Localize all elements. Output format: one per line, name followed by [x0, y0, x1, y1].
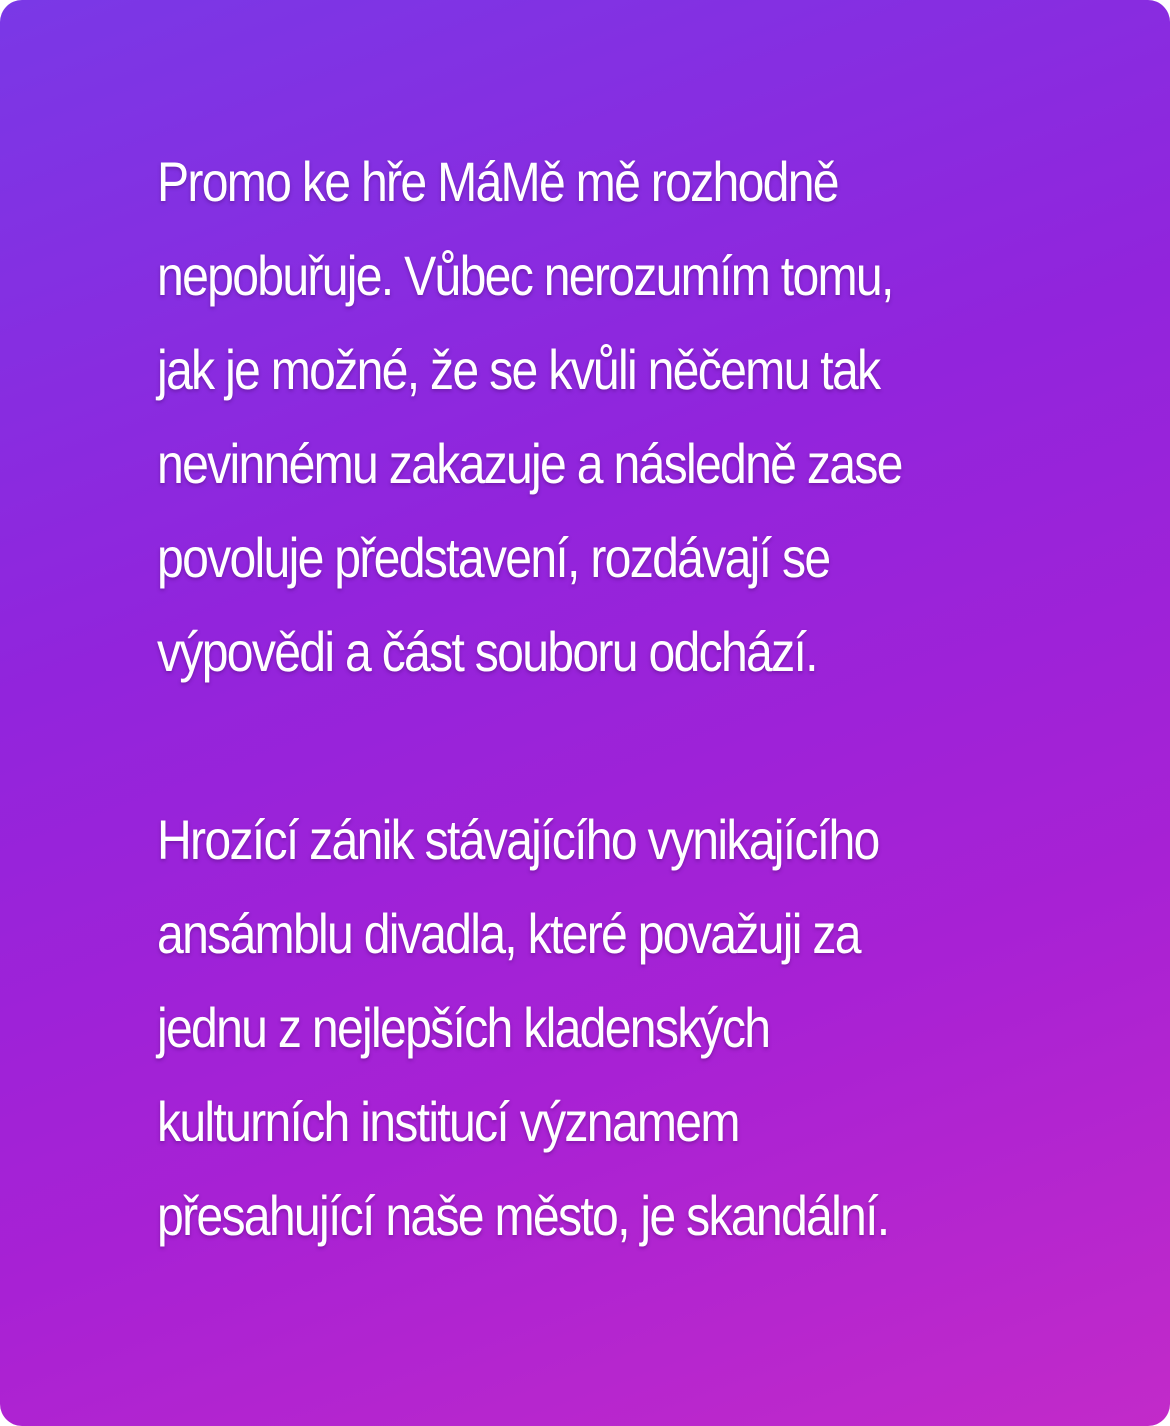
paragraph-1: [157, 135, 948, 699]
quote-text: [157, 135, 948, 1263]
text-line: výpovědi a část souboru odchází.: [157, 620, 817, 683]
text-line: přesahující naše město, je skandální.: [157, 1184, 889, 1247]
text-line: ansámblu divadla, které považuji za: [157, 902, 860, 965]
text-line: nepobuřuje. Vůbec nerozumím tomu,: [157, 244, 893, 307]
text-line: kulturních institucí významem: [157, 1090, 739, 1153]
text-line: nevinnému zakazuje a následně zase: [157, 432, 902, 495]
paragraph-2: [157, 793, 948, 1263]
text-line: jednu z nejlepších kladenských: [157, 996, 770, 1059]
text-line: Promo ke hře MáMě mě rozhodně: [157, 150, 838, 213]
text-line: povoluje představení, rozdávají se: [157, 526, 830, 589]
text-line: Hrozící zánik stávajícího vynikajícího: [157, 808, 879, 871]
text-line: jak je možné, že se kvůli něčemu tak: [157, 338, 880, 401]
